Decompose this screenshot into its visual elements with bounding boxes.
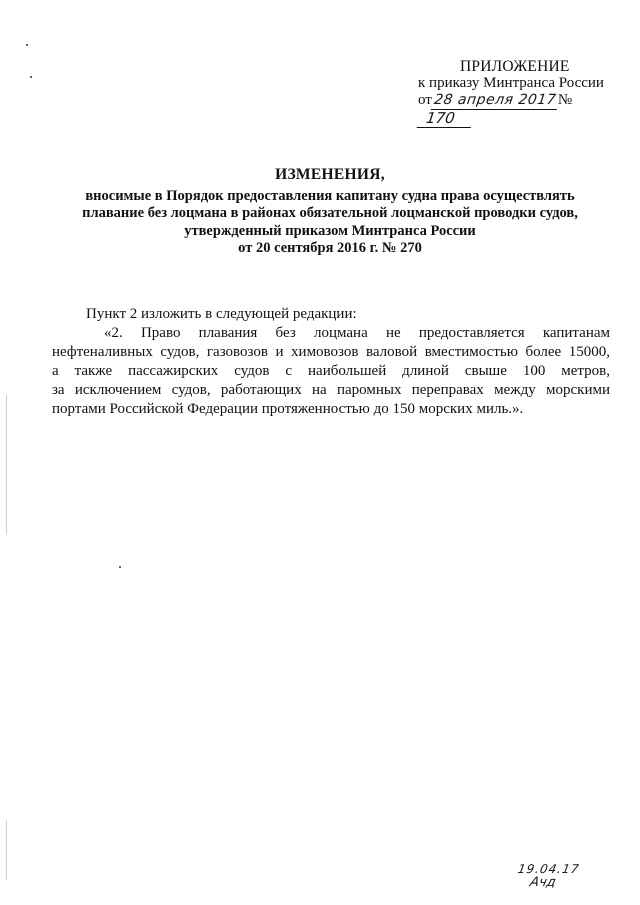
paragraph-line: за исключением судов, работающих на паромных переправах между морскими xyxy=(52,382,610,398)
paragraph-line: портами Российской Федерации протяженностью до 150 морских миль.». xyxy=(52,401,524,417)
note-date: 19.04.17 xyxy=(516,862,581,876)
amended-paragraph xyxy=(52,324,610,419)
paragraph-line: а также пассажирских судов с наибольшей длиной свыше 100 метров, xyxy=(52,363,610,379)
scan-speck xyxy=(119,566,121,568)
date-prefix: от xyxy=(418,92,432,108)
document-title: ИЗМЕНЕНИЯ, xyxy=(275,166,385,183)
scan-speck xyxy=(26,44,28,46)
appendix-order-ref: к приказу Минтранса России xyxy=(418,75,604,91)
handwritten-date: 28 апреля 2017 xyxy=(431,92,559,110)
note-signature: Ачд xyxy=(528,875,558,890)
scan-edge-mark xyxy=(6,820,7,880)
intro-sentence: Пункт 2 изложить в следующей редакции: xyxy=(86,306,357,322)
appendix-date-line xyxy=(400,92,620,127)
handwritten-note xyxy=(518,862,579,890)
document-title-block xyxy=(40,166,620,258)
paragraph-line: нефтеналивных судов, газовозов и химовозов валовой вместимостью более 15000, xyxy=(52,344,610,360)
scan-edge-mark xyxy=(6,395,7,535)
number-prefix: № xyxy=(557,92,573,108)
appendix-title: ПРИЛОЖЕНИЕ xyxy=(460,58,570,75)
appendix-block xyxy=(400,58,620,127)
scan-speck xyxy=(30,76,32,78)
title-line: от 20 сентября 2016 г. № 270 xyxy=(238,240,422,256)
document-body xyxy=(52,305,610,419)
paragraph-line: «2. Право плавания без лоцмана не предоставляется капитанам xyxy=(104,325,610,341)
title-line: плавание без лоцмана в районах обязательной лоцманской проводки судов, xyxy=(82,205,578,221)
handwritten-number: 170 xyxy=(417,110,474,128)
title-line: вносимые в Порядок предоставления капитану судна права осуществлять xyxy=(85,187,575,204)
title-line: утвержденный приказом Минтранса России xyxy=(184,222,476,239)
